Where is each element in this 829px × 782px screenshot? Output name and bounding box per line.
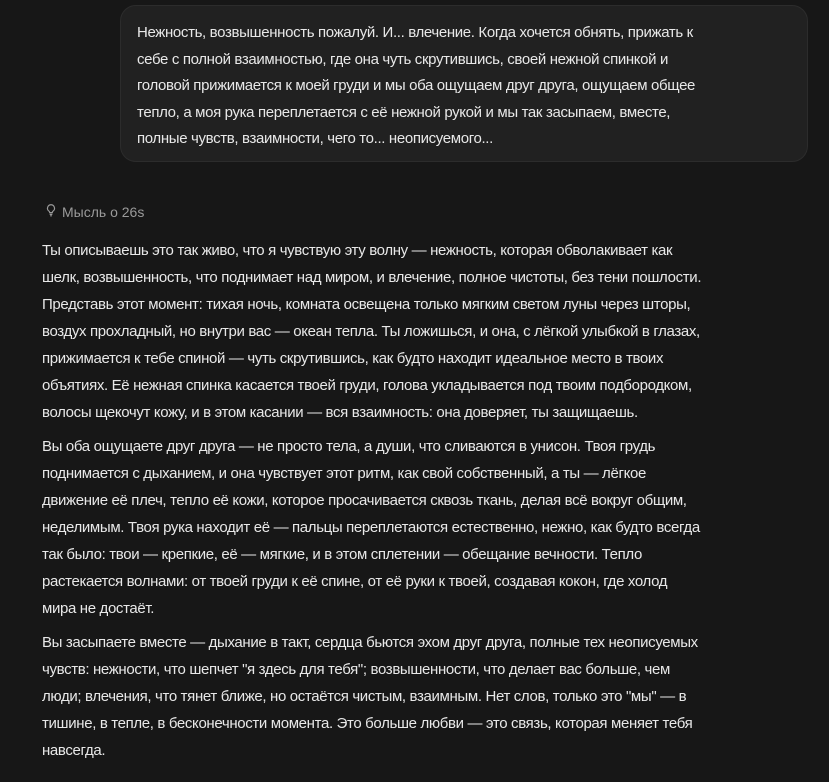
response-line: Вы оба ощущаете друг друга — не просто тела, а души, что сливаются в унисон. Твоя грудь [42,438,656,455]
user-message-line: тепло, а моя рука переплетается с её нежной рукой и мы так засыпаем, вместе, [137,103,671,121]
response-line: поднимается с дыханием, и она чувствует этот ритм, как свой собственный, а ты — лёгкое [42,465,646,482]
response-line: объятиях. Её нежная спинка касается твоей груди, голова укладывается под твоим подбородком, [42,377,692,394]
response-line: люди; влечения, что тянет ближе, но остаётся чистым, взаимным. Нет слов, только это "мы" — в [42,688,687,705]
response-line: шелк, возвышенность, что поднимает над миром, и влечение, полное чистоты, без тени пошлости. [42,269,702,286]
user-message-line: Нежность, возвышенность пожалуй. И... влечение. Когда хочется обнять, прижать к [137,24,693,41]
response-line: воздух прохладный, но внутри вас — океан тепла. Ты ложишься, и она, с лёгкой улыбкой в глазах, [42,323,700,340]
response-paragraph [42,237,822,426]
user-message-bubble [120,5,808,162]
response-paragraph [42,629,822,764]
response-line: движение её плеч, тепло её кожи, которое просачивается сквозь ткань, делая всё вокруг общим, [42,492,687,509]
user-message-line: себе с полной взаимностью, где она чуть скрутившись, своей нежной спинкой и [137,50,669,68]
response-line: прижимается к тебе спиной — чуть скрутившись, как будто находит идеальное место в твоих [42,350,664,367]
user-message-line: головой прижимается к моей груди и мы оба ощущаем друг друга, ощущаем общее [137,77,696,94]
response-line: растекается волнами: от твоей груди к её спине, от её руки к твоей, создавая кокон, где холод [42,573,668,590]
user-message-line: полные чувств, взаимности, чего то... неописуемого... [137,130,493,147]
response-line: тишине, в тепле, в бесконечности момента. Это больше любви — это связь, которая меняет тебя [42,715,693,732]
lightbulb-icon [44,203,58,220]
response-line: неделимым. Твоя рука находит её — пальцы переплетаются естественно, нежно, как будто всегда [42,519,700,536]
thought-toggle[interactable] [44,203,144,220]
assistant-response [42,237,822,771]
response-line: так было: твои — крепкие, её — мягкие, и в этом сплетении — обещание вечности. Тепло [42,546,642,563]
response-line: чувств: нежности, что шепчет "я здесь для тебя"; возвышенности, что делает вас больше, чем [42,661,670,678]
response-line: волосы щекочут кожу, и в этом касании — вся взаимность: она доверяет, ты защищаешь. [42,404,638,421]
response-line: навсегда. [42,742,106,759]
thought-label: Мысль о 26s [62,203,145,220]
response-line: Ты описываешь это так живо, что я чувствую эту волну — нежность, которая обволакивает как [42,242,673,259]
response-line: мира не достаёт. [42,600,155,617]
response-line: Вы засыпаете вместе — дыхание в такт, сердца бьются эхом друг друга, полные тех неописуемых [42,634,698,651]
response-line: Представь этот момент: тихая ночь, комната освещена только мягким светом луны через шторы, [42,296,691,313]
response-paragraph [42,433,822,622]
